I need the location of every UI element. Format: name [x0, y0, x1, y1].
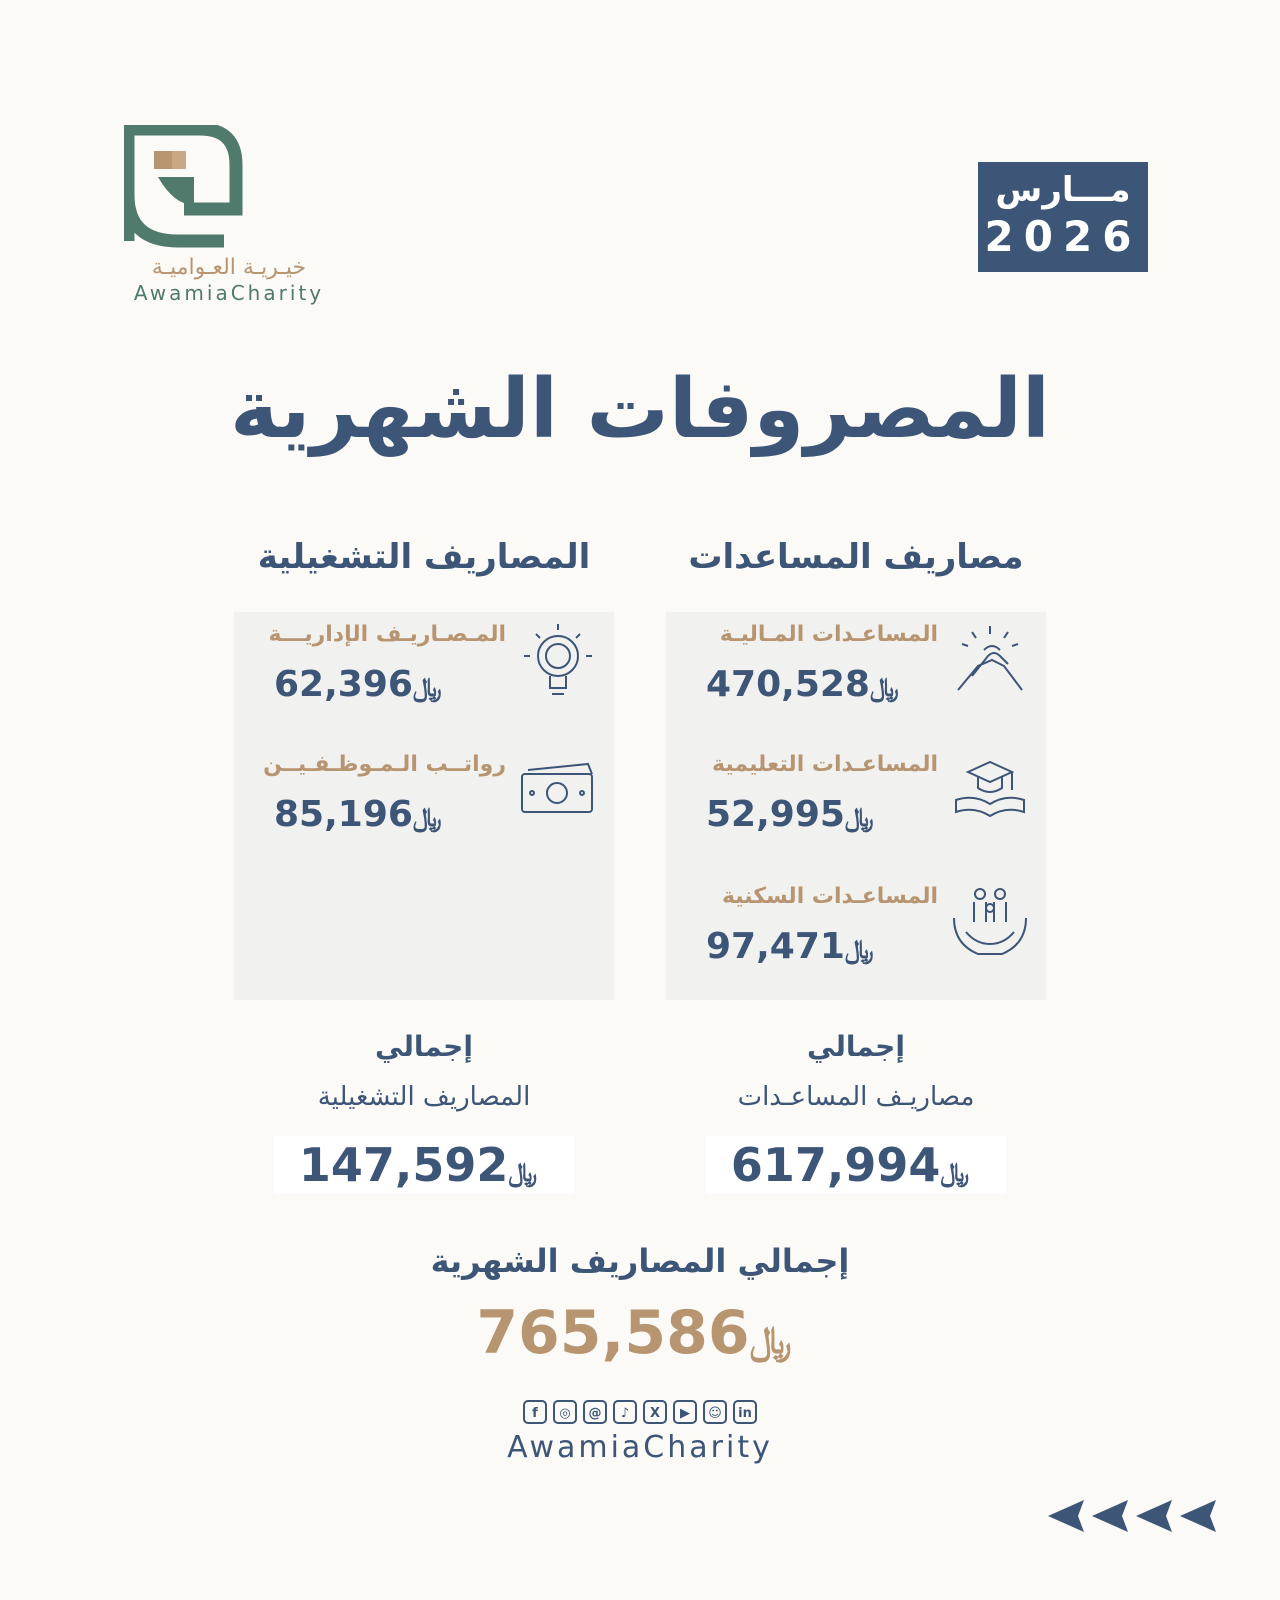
aid-item-value: ﷼97,471: [706, 926, 874, 967]
riyal-symbol: ﷼: [412, 673, 442, 703]
aid-total-word: إجمالي: [807, 1030, 905, 1063]
riyal-symbol: ﷼: [412, 803, 442, 833]
aid-item-label: المساعـدات المـاليـة: [719, 622, 938, 647]
ops-heading: المصاريف التشغيلية: [257, 537, 591, 577]
x-icon[interactable]: X: [643, 1400, 667, 1424]
riyal-symbol: ﷼: [844, 803, 874, 833]
aid-total-label: مصاريـف المساعـدات: [737, 1082, 975, 1112]
ops-item-value: ﷼62,396: [274, 664, 442, 705]
snapchat-icon[interactable]: ☺: [703, 1400, 727, 1424]
date-badge: [978, 162, 1148, 272]
date-year: 2026: [984, 212, 1142, 261]
riyal-symbol: ﷼: [844, 935, 874, 965]
aid-item-value: ﷼470,528: [706, 664, 899, 705]
aid-heading: مصاريف المساعدات: [688, 537, 1024, 577]
riyal-symbol: ﷼: [508, 1158, 538, 1188]
riyal-symbol: ﷼: [869, 673, 899, 703]
ops-item-label: المـصـاريـف الإداريـــة: [268, 622, 506, 647]
social-icons: [0, 1400, 1280, 1424]
date-month: مـــارس: [995, 170, 1131, 210]
ops-item-salaries: [234, 742, 614, 862]
ops-item-label: رواتــب الـمـوظـفـيــن: [263, 752, 506, 777]
ops-total-label: المصاريف التشغيلية: [317, 1082, 531, 1112]
facebook-icon[interactable]: f: [523, 1400, 547, 1424]
logo-english-name: AwamiaCharity: [133, 281, 325, 305]
tiktok-icon[interactable]: ♪: [613, 1400, 637, 1424]
ops-total-value: ﷼147,592: [274, 1136, 574, 1194]
ops-total-word: إجمالي: [375, 1030, 473, 1063]
aid-panel: [666, 612, 1046, 1000]
logo-arabic-name: خيـريـة العـواميـة: [151, 255, 307, 280]
social-handle: AwamiaCharity: [507, 1430, 773, 1465]
page-title: المصروفات الشهرية: [229, 362, 1051, 457]
aid-item-label: المساعـدات التعليمية: [712, 752, 938, 777]
grand-total-value: ﷼765,586: [476, 1298, 792, 1368]
aid-item-education: [666, 742, 1046, 862]
riyal-symbol: ﷼: [749, 1318, 792, 1362]
threads-icon[interactable]: @: [583, 1400, 607, 1424]
youtube-icon[interactable]: ▶: [673, 1400, 697, 1424]
instagram-icon[interactable]: ◎: [553, 1400, 577, 1424]
aid-item-housing: [666, 874, 1046, 994]
ops-item-value: ﷼85,196: [274, 794, 442, 835]
aid-item-label: المساعـدات السكنية: [721, 884, 938, 909]
grand-total-label: إجمالي المصاريف الشهرية: [430, 1242, 850, 1280]
riyal-symbol: ﷼: [940, 1158, 970, 1188]
ops-panel: [234, 612, 614, 1000]
decorative-arrows-icon: [1046, 1496, 1226, 1536]
aid-item-financial: [666, 612, 1046, 732]
aid-item-value: ﷼52,995: [706, 794, 874, 835]
aid-total-value: ﷼617,994: [706, 1136, 1006, 1194]
linkedin-icon[interactable]: in: [733, 1400, 757, 1424]
ops-item-admin: [234, 612, 614, 732]
